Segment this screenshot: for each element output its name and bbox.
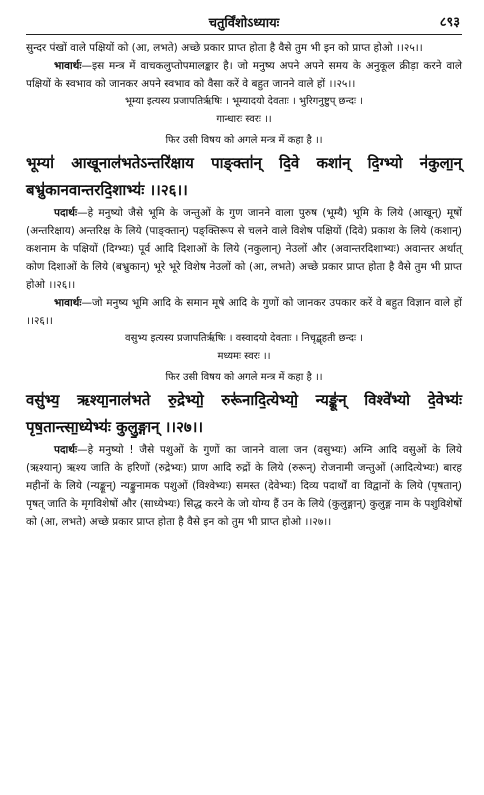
bhavarth-label: भावार्थः: [54, 60, 82, 72]
page-header: [26, 10, 462, 35]
prev-meta-line: भूम्या इत्यस्य प्रजापतिर्ऋषिः । भूम्यादयो देवताः । भुरिगनुष्टुप् छन्दः ।: [125, 96, 363, 107]
section26-intro: फिर उसी विषय को अगले मन्त्र में कहा है ।।: [165, 135, 323, 146]
prev-svara: गान्धारः स्वरः ।।: [216, 114, 272, 125]
section27-intro: फिर उसी विषय को अगले मन्त्र में कहा है ।।: [165, 372, 323, 383]
mantra-27: वसु॑भ्य॒ ऋश्या॒नाल॑भते रु॒द्रेभ्यो॒ रुरू॑नादि॒त्येभ्यो॒ न्यङ्कू॑न् विश्वे॑भ्यो दे॒वेभ्यः॑ पृष॒तान्त्सा॒ध्येभ्यः॑ कुलु॒ङ्गान् ।।२७।।: [26, 391, 462, 436]
bhavarth-label: भावार्थः: [54, 297, 82, 309]
padarth-27: [26, 441, 462, 531]
section26-meta-line: वसुभ्य इत्यस्य प्रजापतिर्ऋषिः । वस्वादयो देवताः । निचृद्बृहती छन्दः ।: [125, 333, 363, 344]
padarth-text: —हे मनुष्यो ! जैसे पशुओं के गुणों का जानने वाला जन (वसुभ्यः) अग्नि आदि वसुओं के लिये (ऋश्यान्) ऋश्य जाति के हरिणों (रुद्रेभ्यः) प्राण आदि रुद्रों के लिये (रुरून्) रोजनामी जन्तुओं (आदित्येभ्यः) बारह महीनों के लिये (न्यङ्कून्) न्यङ्कुनामक पशुओं (विश्वेभ्यः) समस्त (देवेभ्यः) दिव्य पदार्थों वा विद्वानों के लिये (पृषतान्) पृषत् जाति के मृगविशेषों और (साध्येभ्यः) सिद्ध करने के जो योग्य हैं उन के लिये (कुलुङ्गान्) कुलुङ्ग नाम के पशुविशेषों को (आ, लभते) अच्छे प्रकार प्राप्त होता है वैसे इन को तुम भी प्राप्त होओ ।।२७।।: [26, 444, 462, 528]
bhavarth-text: —जो मनुष्य भूमि आदि के समान मूषे आदि के गुणों को जानकर उपकार करें वे बहुत विज्ञान वाले हों ।।२६।।: [26, 297, 462, 327]
prev-bhavarth: [26, 57, 462, 93]
padarth-text: —हे मनुष्यो जैसे भूमि के जन्तुओं के गुण जानने वाला पुरुष (भूम्यै) भूमि के लिये (आखून्) मूषों (अन्तरिक्षाय) अन्तरिक्ष के लिये (पाङ्क्तान्) पङ्क्तिरूप से चलने वाले विशेष पक्षियों (दिवे) प्रकाश के लिये (कशान्) कशनाम के पक्षियों (दिग्भ्यः) पूर्व आदि दिशाओं के लिये (नकुलान्) नेउलों और (अवान्तरदिशाभ्यः) अवान्तर अर्थात् कोण दिशाओं के लिये (बभ्रुकान्) भूरे भूरे विशेष नेउलों को (आ, लभते) अच्छे प्रकार प्राप्त होता है वैसे तुम भी प्राप्त होओ ।।२६।।: [26, 207, 462, 291]
bhavarth-26: [26, 294, 462, 330]
page-number: ८९३: [439, 15, 460, 30]
prev-padarth-continuation: सुन्दर पंखों वाले पक्षियों को (आ, लभते) अच्छे प्रकार प्राप्त होता है वैसे तुम भी इन को प्राप्त होओ ।।२५।।: [26, 42, 423, 54]
padarth-26: [26, 204, 462, 294]
padarth-label: पदार्थः: [54, 207, 78, 219]
padarth-label: पदार्थः: [54, 444, 78, 456]
chapter-title: चतुर्विंशोऽध्यायः: [208, 16, 280, 31]
bhavarth-text: —इस मन्त्र में वाचकलुप्तोपमालङ्कार है। जो मनुष्य अपने अपने समय के अनुकूल क्रीड़ा करने वाले पक्षियों के स्वभाव को जानकर अपने स्वभाव को वैसा करें वे बहुत जानने वाले हों ।।२५।।: [26, 60, 462, 90]
section26-svara: मध्यमः स्वरः ।।: [217, 351, 271, 362]
mantra-26: भूम्या॑ आखूनाल॑भतेऽन्तरि॑क्षाय पाङ्क्ता॑न् दि॒वे कशा॑न् दि॒ग्भ्यो न॑कुला॒न् बभ्रु॑कानवान्तरदि॒शाभ्यः॑ ।।२६।।: [26, 154, 462, 199]
